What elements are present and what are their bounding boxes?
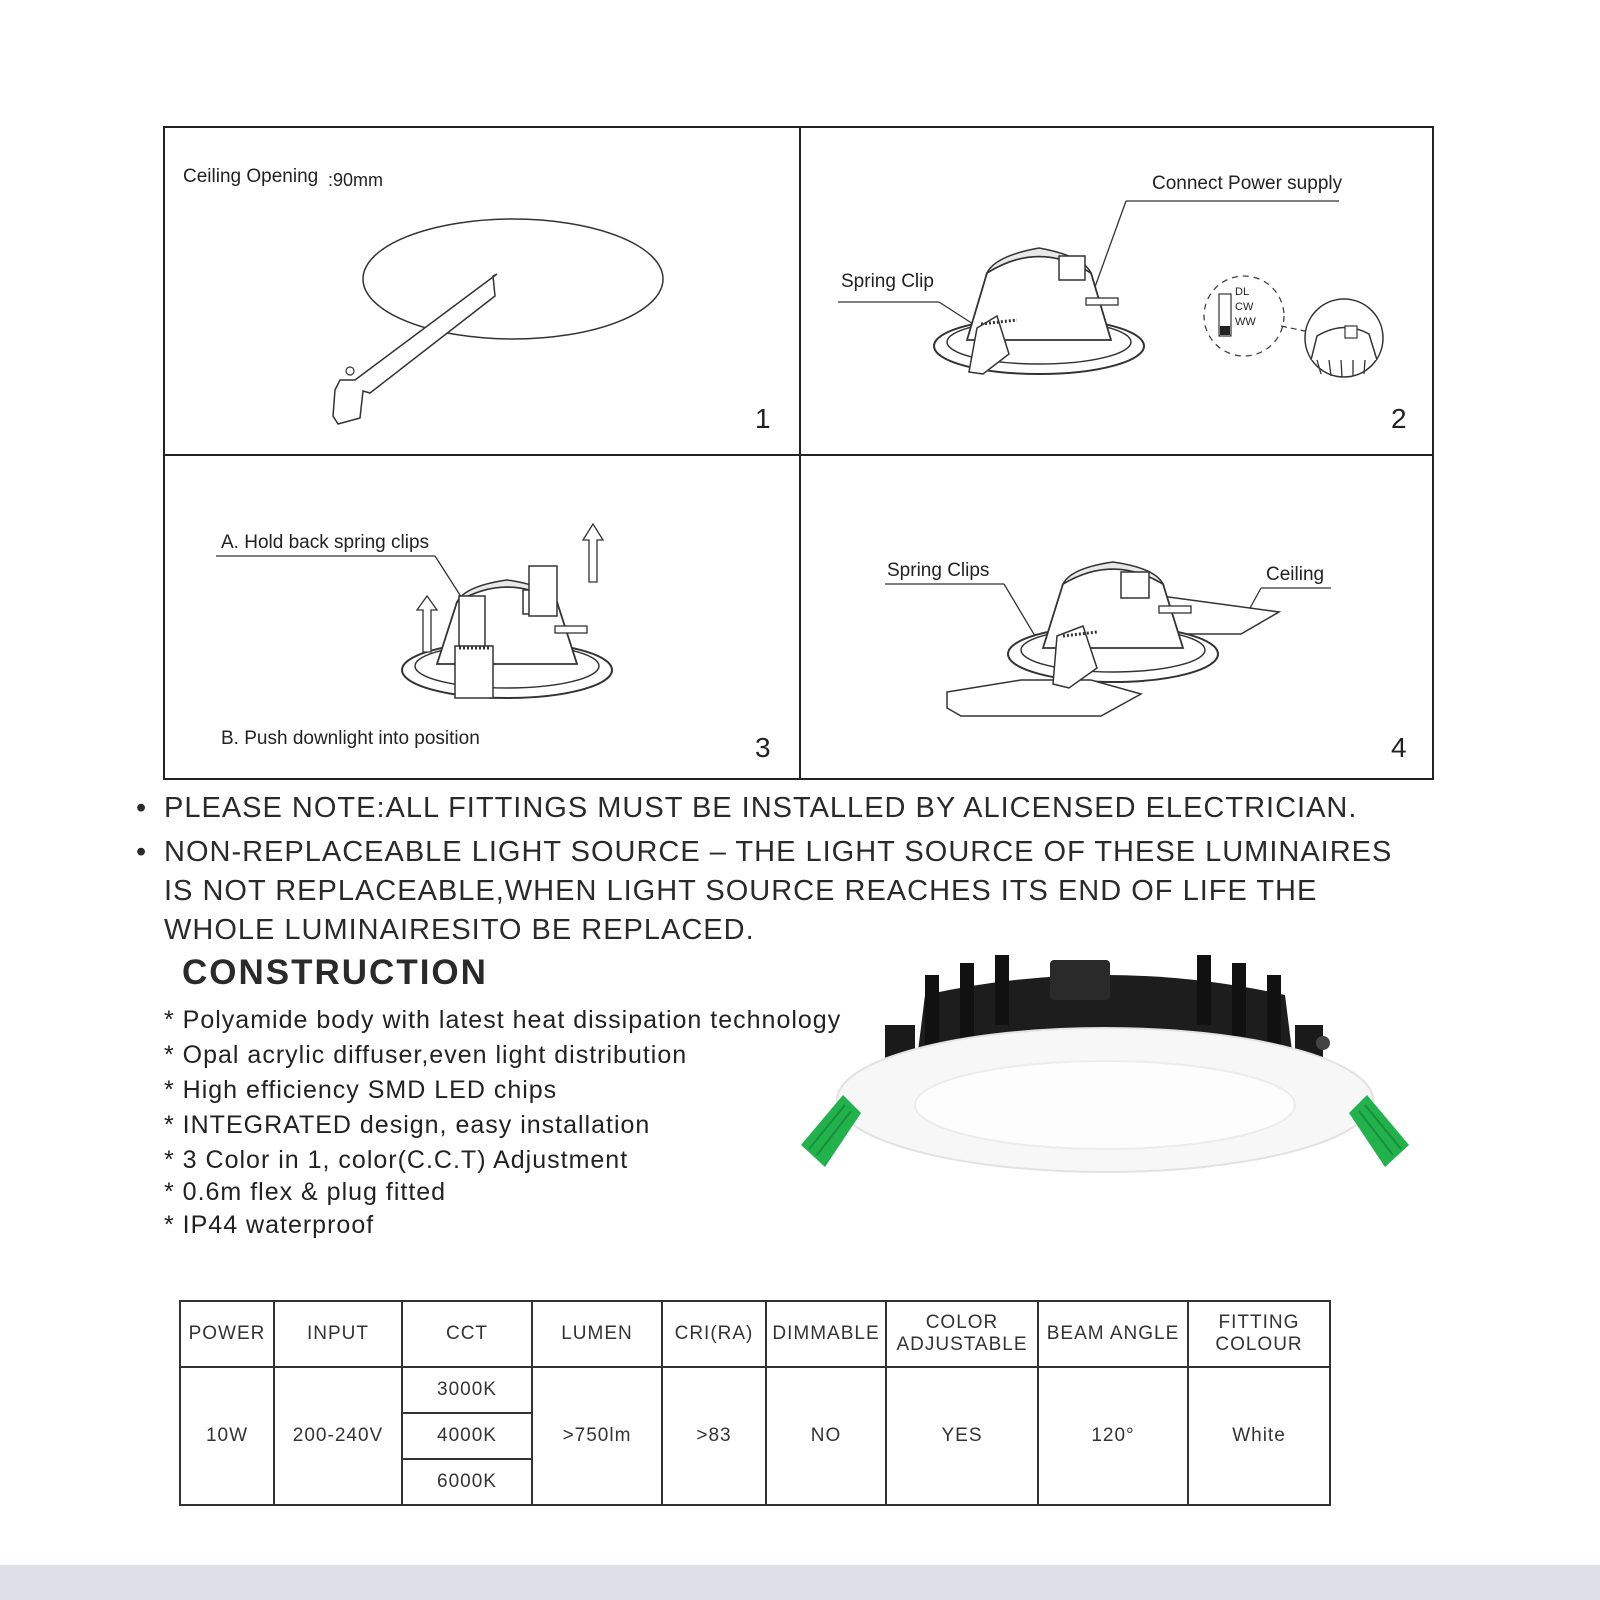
light-source-note-continued: IS NOT REPLACEABLE,WHEN LIGHT SOURCE REACHES ITS END OF LIFE THE <box>164 875 1318 907</box>
specifications-table <box>179 1300 1331 1506</box>
cct-switch-label-cw: CW <box>1235 301 1254 313</box>
feature-item: * Opal acrylic diffuser,even light distribution <box>164 1041 688 1069</box>
header-dimmable: DIMMABLE <box>766 1301 886 1367</box>
header-beam-angle: BEAM ANGLE <box>1038 1301 1188 1367</box>
hold-clips-label: A. Hold back spring clips <box>221 532 430 553</box>
cct-value: 4000K <box>402 1413 532 1459</box>
bullet: • <box>136 792 148 824</box>
feature-item: * 0.6m flex & plug fitted <box>164 1178 447 1206</box>
ceiling-opening-label: Ceiling Opening <box>183 166 319 187</box>
install-into-ceiling-illustration <box>801 456 1435 782</box>
header-input: INPUT <box>274 1301 402 1367</box>
step-number: 3 <box>755 732 771 763</box>
ceiling-label: Ceiling <box>1266 564 1325 585</box>
footer-band <box>0 1565 1600 1600</box>
ceiling-opening-size: :90mm <box>328 170 384 190</box>
feature-item: * 3 Color in 1, color(C.C.T) Adjustment <box>164 1146 629 1174</box>
table-header-row <box>180 1301 1330 1367</box>
spring-clips-label: Spring Clips <box>887 560 990 581</box>
fitting-colour-value: White <box>1188 1367 1330 1505</box>
note-text: PLEASE NOTE:ALL FITTINGS MUST BE INSTALLED BY ALICENSED ELECTRICIAN. <box>164 792 1358 824</box>
feature-item: * High efficiency SMD LED chips <box>164 1076 558 1104</box>
feature-item: * Polyamide body with latest heat dissipation technology <box>164 1006 842 1034</box>
feature-item: * INTEGRATED design, easy installation <box>164 1111 651 1139</box>
feature-item: * IP44 waterproof <box>164 1211 375 1239</box>
power-value: 10W <box>180 1367 274 1505</box>
step-number: 1 <box>755 403 771 434</box>
step-4-panel <box>801 456 1435 782</box>
step-number: 2 <box>1391 403 1407 434</box>
spring-clip-label: Spring Clip <box>841 271 934 292</box>
header-lumen: LUMEN <box>532 1301 662 1367</box>
cct-switch-label-dl: DL <box>1235 286 1250 298</box>
cct-value: 3000K <box>402 1367 532 1413</box>
beam-angle-value: 120° <box>1038 1367 1188 1505</box>
cct-switch-label-ww: WW <box>1235 316 1256 328</box>
connect-power-label: Connect Power supply <box>1152 173 1343 194</box>
dimmable-value: NO <box>766 1367 886 1505</box>
light-source-note <box>136 836 1392 869</box>
header-cri: CRI(RA) <box>662 1301 766 1367</box>
color-adjustable-value: YES <box>886 1367 1038 1505</box>
downlight-product-image <box>795 955 1415 1205</box>
step-2-panel <box>801 128 1435 454</box>
step-number: 4 <box>1391 732 1407 763</box>
bullet: • <box>136 836 148 868</box>
push-downlight-label: B. Push downlight into position <box>221 728 480 749</box>
step-3-panel <box>165 456 799 782</box>
cri-value: >83 <box>662 1367 766 1505</box>
construction-heading: CONSTRUCTION <box>182 953 488 992</box>
installation-steps-grid <box>163 126 1434 780</box>
header-color-adjustable: COLOR ADJUSTABLE <box>886 1301 1038 1367</box>
input-value: 200-240V <box>274 1367 402 1505</box>
lumen-value: >750lm <box>532 1367 662 1505</box>
cct-value: 6000K <box>402 1459 532 1505</box>
step-1-panel <box>165 128 799 454</box>
header-power: POWER <box>180 1301 274 1367</box>
header-cct: CCT <box>402 1301 532 1367</box>
table-row <box>180 1367 1330 1413</box>
installation-note <box>136 792 1357 825</box>
note-text: NON-REPLACEABLE LIGHT SOURCE – THE LIGHT SOURCE OF THESE LUMINAIRES <box>164 836 1393 868</box>
light-source-note-continued: WHOLE LUMINAIRESITO BE REPLACED. <box>164 914 755 946</box>
header-fitting-colour: FITTING COLOUR <box>1188 1301 1330 1367</box>
